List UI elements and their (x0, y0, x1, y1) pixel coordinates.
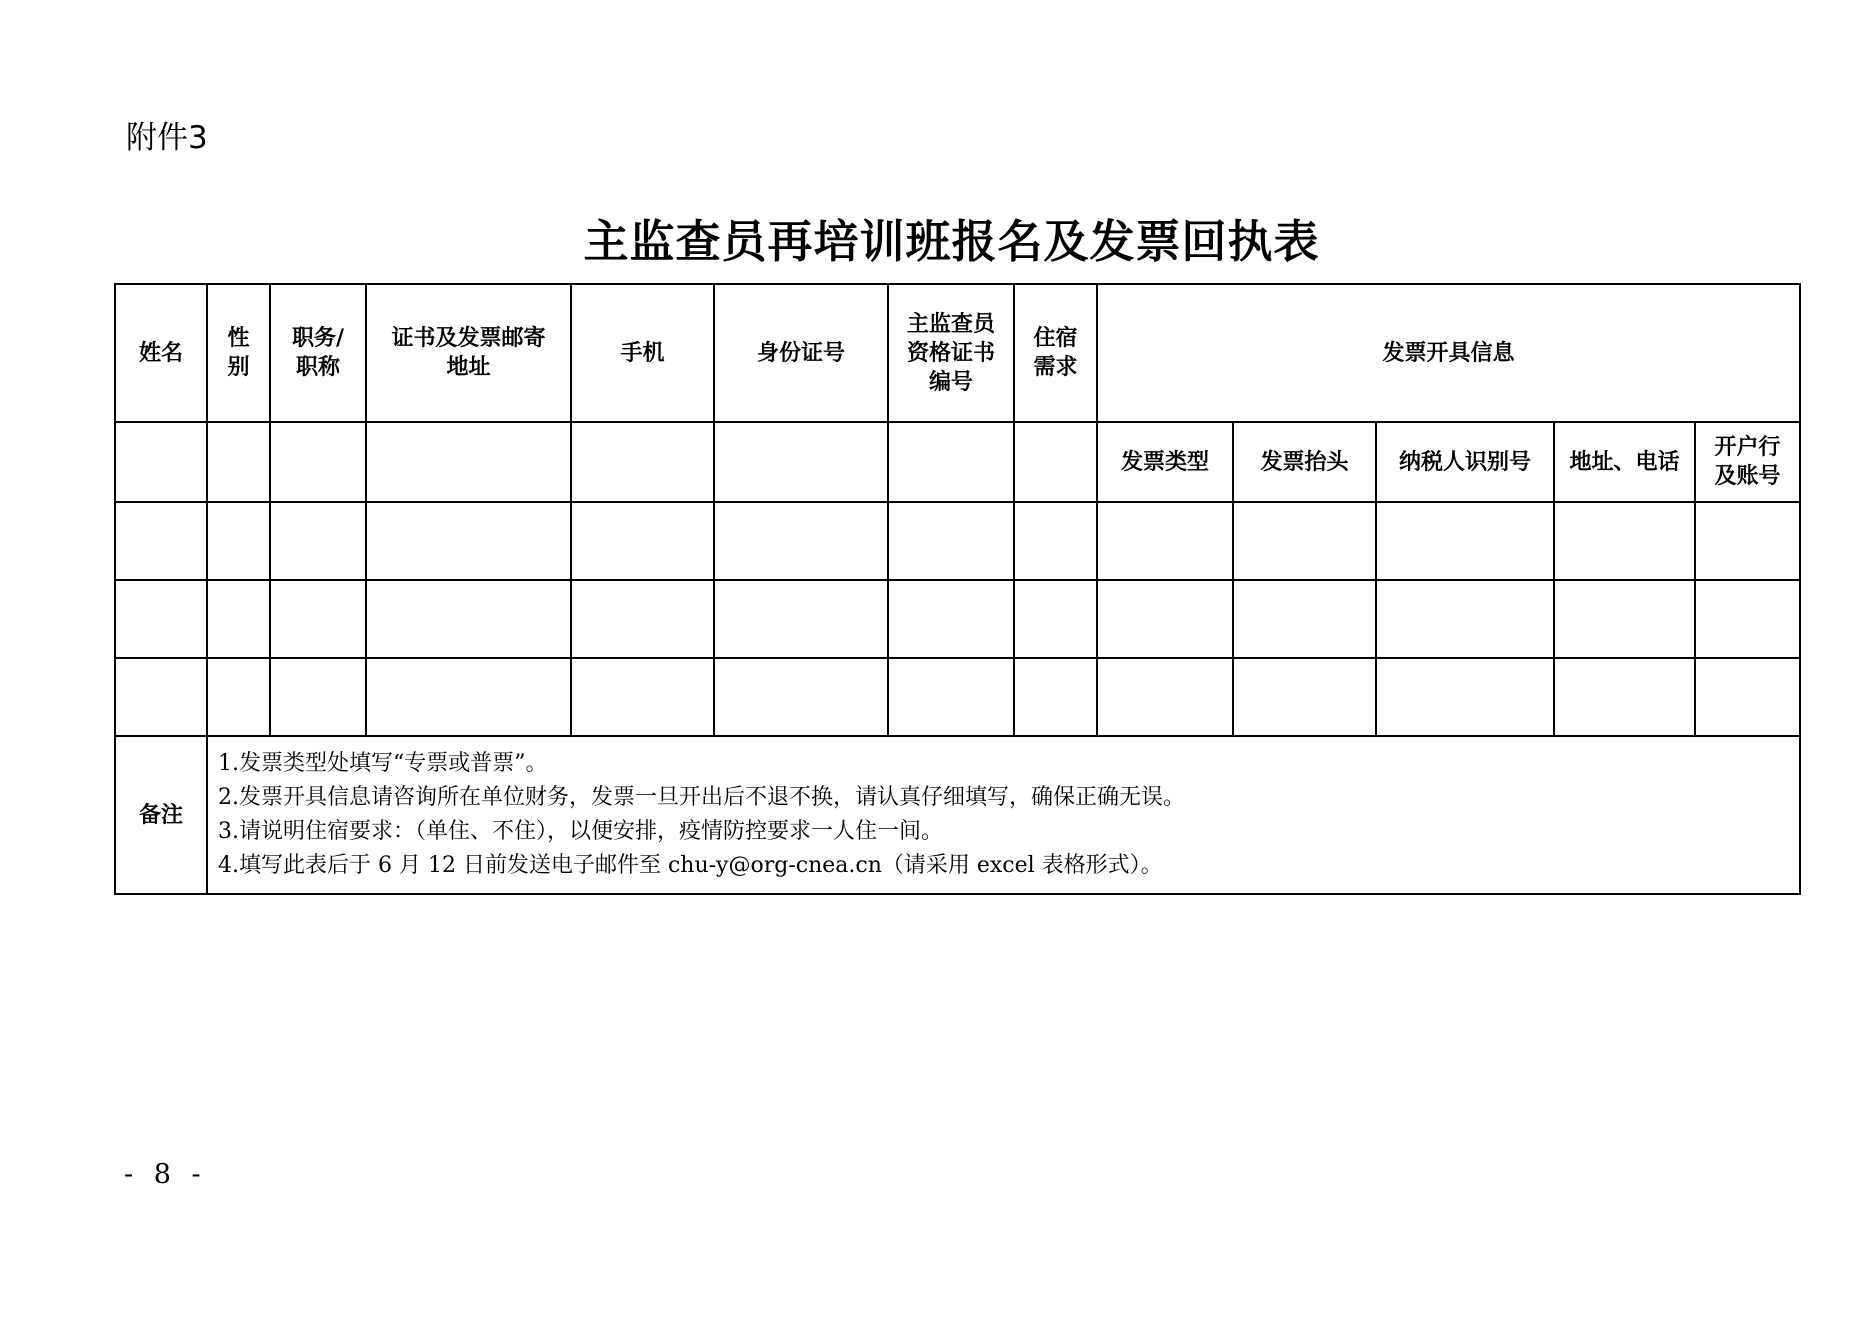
header-address-line2: 地址 (446, 355, 491, 380)
table-cell (270, 658, 366, 736)
notes-content (207, 736, 1800, 894)
header-position (270, 284, 366, 422)
subheader-row (115, 422, 1800, 502)
table-cell (1376, 580, 1554, 658)
table-cell (1097, 580, 1233, 658)
subheader-taxpayer-id: 纳税人识别号 (1376, 422, 1554, 502)
table-row (115, 580, 1800, 658)
subheader-address-phone: 地址、电话 (1554, 422, 1695, 502)
header-id-number: 身份证号 (714, 284, 888, 422)
header-lodging-line1: 住宿 (1033, 326, 1078, 351)
table-cell (1376, 502, 1554, 580)
table-cell (207, 658, 270, 736)
table-cell (207, 502, 270, 580)
header-lodging (1014, 284, 1097, 422)
table-cell (1554, 502, 1695, 580)
table-cell (366, 658, 571, 736)
table-cell (1014, 422, 1097, 502)
registration-table (114, 283, 1801, 895)
note-line-1: 1.发票类型处填写“专票或普票”。 (218, 751, 548, 776)
table-cell (714, 502, 888, 580)
table-cell (571, 580, 714, 658)
header-position-line1: 职务/ (291, 326, 345, 351)
subheader-bank-account (1695, 422, 1800, 502)
table-cell (1014, 502, 1097, 580)
subheader-bank-line2: 及账号 (1714, 464, 1781, 489)
subheader-invoice-type: 发票类型 (1097, 422, 1233, 502)
note-line-3: 3.请说明住宿要求：（单住、不住），以便安排，疫情防控要求一人住一间。 (218, 819, 943, 844)
table-cell (888, 422, 1014, 502)
table-cell (571, 658, 714, 736)
header-cert-line2: 资格证书 (906, 340, 995, 366)
table-cell (714, 580, 888, 658)
page-number: - 8 - (124, 1159, 207, 1190)
table-cell (1554, 580, 1695, 658)
notes-label: 备注 (115, 736, 207, 894)
table-cell (1554, 658, 1695, 736)
table-cell (888, 658, 1014, 736)
attachment-label: 附件3 (126, 120, 208, 156)
table-cell (714, 422, 888, 502)
table-cell (1695, 658, 1800, 736)
table-cell (888, 580, 1014, 658)
table-cell (888, 502, 1014, 580)
header-phone: 手机 (571, 284, 714, 422)
table-row (115, 658, 1800, 736)
header-gender-line2: 别 (227, 355, 250, 380)
notes-row (115, 736, 1800, 894)
table-cell (1233, 502, 1376, 580)
table-cell (571, 502, 714, 580)
table-cell (115, 658, 207, 736)
table-cell (1233, 580, 1376, 658)
subheader-bank-line1: 开户行 (1714, 435, 1781, 460)
table-cell (115, 422, 207, 502)
table-cell (115, 502, 207, 580)
table-cell (115, 580, 207, 658)
header-lodging-line2: 需求 (1033, 355, 1078, 380)
table-cell (270, 580, 366, 658)
table-cell (1097, 502, 1233, 580)
table-cell (366, 580, 571, 658)
table-cell (366, 502, 571, 580)
header-cert-line1: 主监查员 (906, 311, 995, 337)
table-cell (1097, 658, 1233, 736)
form-title: 主监查员再培训班报名及发票回执表 (583, 215, 1320, 268)
table-cell (1233, 658, 1376, 736)
header-mailing-address (366, 284, 571, 422)
table-cell (714, 658, 888, 736)
note-line-4: 4.填写此表后于 6 月 12 日前发送电子邮件至 chu-y@org-cnea.cn（请采用 excel 表格形式）。 (218, 853, 1163, 878)
table-cell (1695, 502, 1800, 580)
table-cell (207, 580, 270, 658)
table-cell (571, 422, 714, 502)
subheader-invoice-title: 发票抬头 (1233, 422, 1376, 502)
note-line-2: 2.发票开具信息请咨询所在单位财务，发票一旦开出后不退不换，请认真仔细填写，确保正确无误。 (218, 785, 1185, 810)
table-cell (270, 502, 366, 580)
table-cell (270, 422, 366, 502)
header-certificate-number (888, 284, 1014, 422)
header-position-line2: 职称 (295, 355, 340, 380)
table-cell (1695, 580, 1800, 658)
header-row (115, 284, 1800, 422)
header-cert-line3: 编号 (928, 369, 973, 395)
table-cell (366, 422, 571, 502)
header-gender (207, 284, 270, 422)
header-address-line1: 证书及发票邮寄 (391, 326, 546, 351)
header-gender-line1: 性 (227, 326, 250, 351)
table-cell (1376, 658, 1554, 736)
table-cell (1014, 658, 1097, 736)
header-name: 姓名 (115, 284, 207, 422)
table-cell (207, 422, 270, 502)
table-row (115, 502, 1800, 580)
header-invoice-info: 发票开具信息 (1097, 284, 1800, 422)
table-cell (1014, 580, 1097, 658)
